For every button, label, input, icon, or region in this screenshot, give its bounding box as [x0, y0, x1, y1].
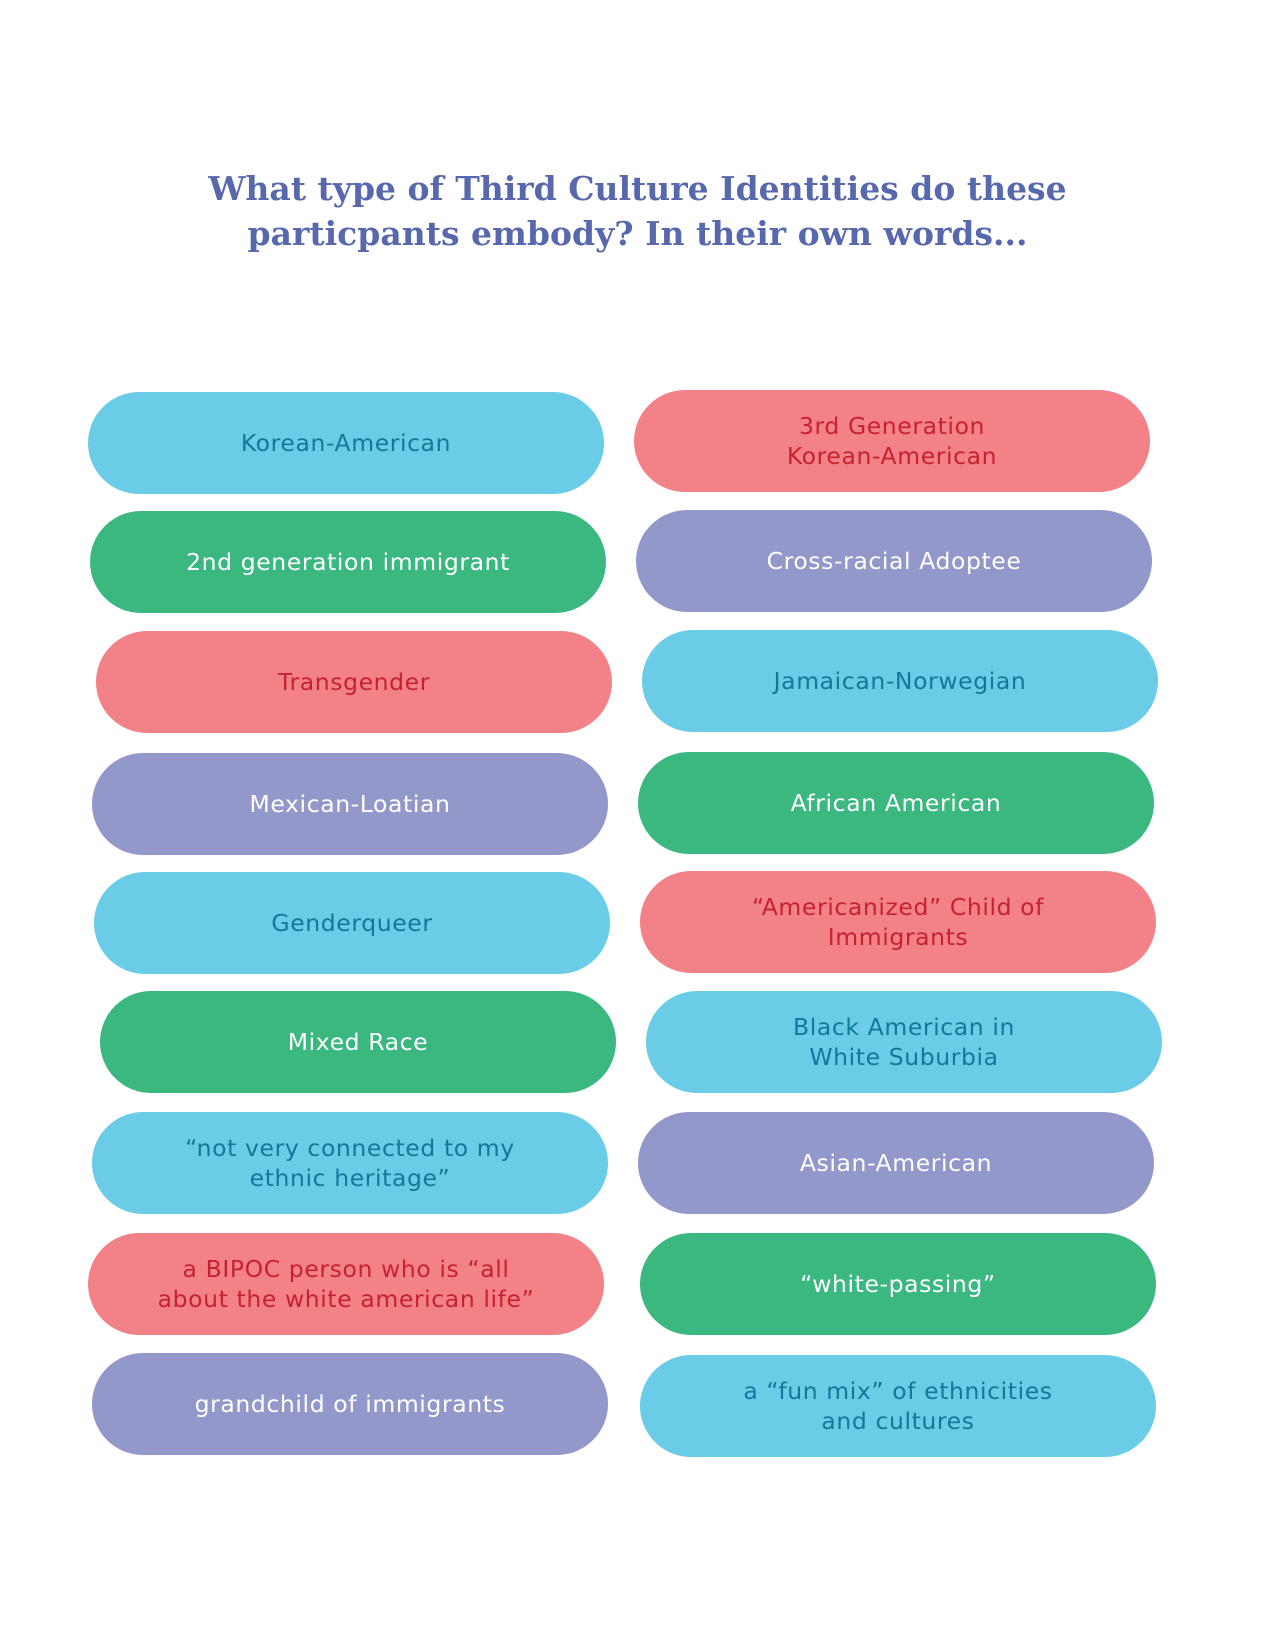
identity-pill-3rd-generation-korean-american [634, 390, 1150, 492]
identity-label: grandchild of immigrants [194, 1390, 506, 1418]
identity-label: a “fun mix” of ethnicities and cultures [743, 1377, 1053, 1435]
identity-label: Jamaican-Norwegian [773, 667, 1027, 695]
identity-pill-black-american-suburbia [646, 991, 1162, 1093]
identity-pill-mixed-race [100, 991, 616, 1093]
identity-label: Mixed Race [287, 1028, 429, 1056]
identity-pill-bipoc-person [88, 1233, 604, 1335]
identity-label: Black American in White Suburbia [793, 1013, 1015, 1071]
identity-pill-grandchild-of-immigrants [92, 1353, 608, 1455]
identity-pill-african-american [638, 752, 1154, 854]
identity-pill-asian-american [638, 1112, 1154, 1214]
identity-label: Asian-American [799, 1149, 993, 1177]
identity-label: 2nd generation immigrant [186, 548, 510, 576]
identity-label: “not very connected to my ethnic heritage” [185, 1134, 515, 1192]
identity-pill-genderqueer [94, 872, 610, 974]
identity-label: Korean-American [240, 429, 452, 457]
identity-label: Transgender [277, 668, 430, 696]
identity-pill-mexican-loatian [92, 753, 608, 855]
identity-label: “white-passing” [800, 1270, 996, 1298]
identity-label: 3rd Generation Korean-American [786, 412, 998, 470]
identity-label: Genderqueer [271, 909, 433, 937]
identity-pill-transgender [96, 631, 612, 733]
identity-pill-cross-racial-adoptee [636, 510, 1152, 612]
identity-pill-jamaican-norwegian [642, 630, 1158, 732]
identity-label: a BIPOC person who is “all about the white american life” [157, 1255, 535, 1313]
identity-pill-fun-mix [640, 1355, 1156, 1457]
identity-label: Mexican-Loatian [249, 790, 451, 818]
identity-pill-americanized-child [640, 871, 1156, 973]
identity-label: African American [790, 789, 1002, 817]
identity-pill-2nd-generation-immigrant [90, 511, 606, 613]
page-title: What type of Third Culture Identities do these particpants embody? In their own words... [208, 169, 1067, 253]
identity-label: “Americanized” Child of Immigrants [751, 893, 1045, 951]
identity-pill-not-very-connected [92, 1112, 608, 1214]
identity-label: Cross-racial Adoptee [766, 547, 1022, 575]
identity-pill-white-passing [640, 1233, 1156, 1335]
identity-pill-korean-american [88, 392, 604, 494]
